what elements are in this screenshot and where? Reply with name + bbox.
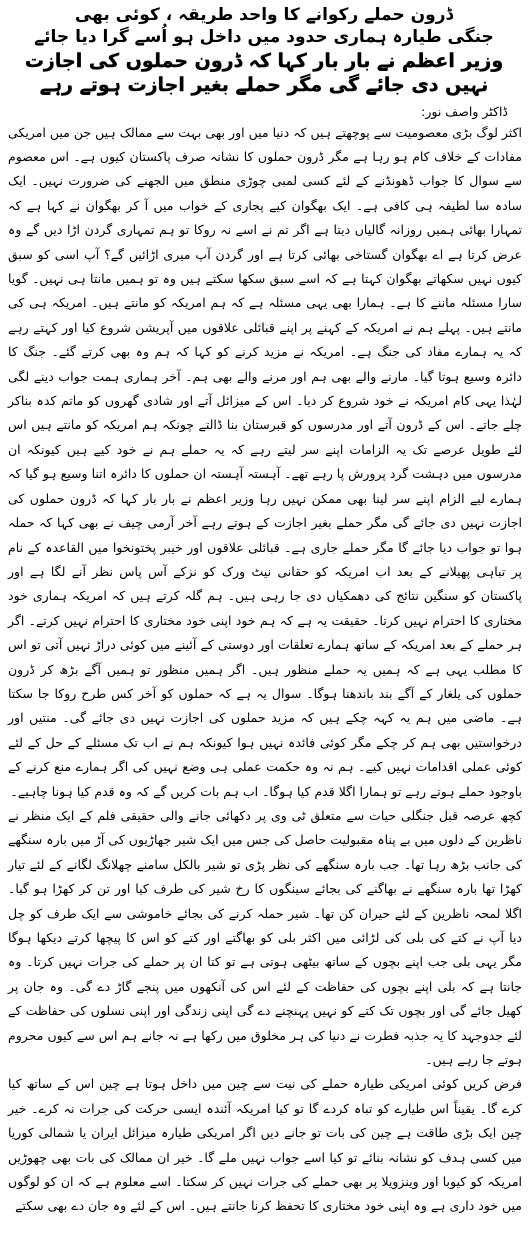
headline-line-1: ڈرون حملے رکوانے کا واحد طریقہ ، کوئی بھی — [74, 5, 454, 25]
article-paragraph-2: کچھ عرصہ قبل جنگلی حیات سے متعلق ٹی وی پر دکھائی جانے والی حقیقی فلم کے ایک منظر نے ناظرین کے دلوں میں بے پناہ مقبولیت حاصل کی جس میں ایک شیر جھاڑیوں کی آڑ میں بارہ سنگھے کی جانب بڑھ رہا تھا۔ جب بارہ سنگھے کی نظر پڑی تو شیر بالکل سامنے چھلانگ لگانے کے لئے تیار کھڑا تھا بارہ سنگھے نے بھاگنے کی بجائے سینگوں کا رخ شیر کی طرف کیا اور تن کر کھڑا ہو گیا۔ اگلا لمحہ ناظرین کے لئے حیران کن تھا۔ شیر حملہ کرنے کی بجائے خاموشی سے ایک طرف کو چل دیا آپ نے کتے کی بلی کی لڑائی میں اکثر بلی کو بھاگتے اور کتے کو اس کا پیچھا کرتے دیکھا ہوگا مگر یہی بلی جب اپنے بچوں کے ساتھ بیٹھی ہوتی ہے تو کتا ان پر حملے کی جرات نہیں کرتا۔ وہ جانتا ہے کہ بلی اپنے بچوں کی حفاظت کے لئے اس کی آنکھوں میں پنجے گاڑ دے گی۔ وہ جان پر کھیل جائے گی اور بچوں تک کتے کو نہیں پہنچنے دے گی اپنی زندگی اور اپنی نسلوں کی حفاظت کے لئے جدوجہد کا یہ جذبہ فطرت نے دنیا کی ہر مخلوق میں رکھا ہے نہ جانے ہم اس سے کیوں محروم ہوتے جا رہے ہیں۔ — [8, 807, 522, 1068]
headline-line-4: نہیں دی جائے گی مگر حملے بغیر اجازت ہوتے رہے — [39, 74, 489, 97]
article-paragraph-3: فرض کریں کوئی امریکی طیارہ حملے کی نیت سے چین میں داخل ہوتا ہے چین اس کے ساتھ کیا کرے گا۔ یقیناً اس طیارے کو تباہ کردے گا تو کیا امریکہ آئندہ ایسی حرکت کی جرات نہ کرے۔ خیر چین ایک بڑی طاقت ہے چین کی بات تو جانے دیں اگر امریکی طیارہ میزائل ایران یا شمالی کوریا میں کسی ہدف کو نشانہ بنائے تو کیا اسے جواب نہیں ملے گا۔ خیر ان ممالک کی بات بھی چھوڑیں امریکہ کو کیوبا اور وینزویلا پر بھی حملے کی جرات نہیں کر سکتا۔ اسے معلوم ہے کہ ان کو لوگوں میں خود داری ہے وہ اپنی خود مختاری کا تحفظ کرنا جانتے ہیں۔ اس کے لئے وہ جان دے بھی سکتے — [8, 1076, 522, 1214]
article-paragraph-1: اکثر لوگ بڑی معصومیت سے پوچھتے ہیں کہ دنیا میں اور بھی بہت سے ممالک ہیں جن میں امریکی مفادات کے خلاف کام ہو رہا ہے مگر ڈرون حملوں کا نشانہ صرف پاکستان کیوں ہے۔ اس معصوم سے سوال کا جواب ڈھونڈنے کے لئے کسی لمبی چوڑی منطق میں الجھنے کی ضرورت نہیں۔ ایک سادہ سا لطیفہ ہی کافی ہے۔ ایک بھگوان کیے پجاری کے خواب میں آ کر بھگوان نے کہا ہے کہ تمہارا بھائی ہمیں روزانہ گالیاں دیتا ہے اگر تم نے اسے نہ روکا تو ہم تمہاری گردن اڑا دیں گے وہ عرض کرتا ہے اے بھگوان گستاخی بھائی کرتا ہے اور گردن آپ میری اڑائیں گے؟ آپ اسی کو سبق کیوں نہیں سکھاتے بھگوان کہتا ہے کہ اسے سبق سکھا سکتے ہیں وہ تو ہمیں مانتا ہی نہیں۔ گویا سارا مسئلہ ماننے کا ہے۔ ہمارا بھی یہی مسئلہ ہے کہ ہم امریکہ کو مانتے ہیں۔ امریکہ ہی کی مانتے ہیں۔ پہلے ہم نے امریکہ کے کہنے پر اپنے قبائلی علاقوں میں آپریشن شروع کیا اور کہتے رہے کہ یہ ہمارے مفاد کی جنگ ہے۔ امریکہ نے مزید کرنے کو کہا کہ ہم وہ بھی کرتے گئے۔ جنگ کا دائرہ وسیع ہوتا گیا۔ مارنے والے بھی ہم اور مرنے والے بھی ہم۔ آخر ہماری ہمت جواب دینے لگی لہٰذا یہی کام امریکہ نے خود شروع کر دیا۔ اس کے میزائل آتے اور شادی گھروں کو ماتم کدہ بناکر چلے جاتے۔ اس کے ڈرون آتے اور مدرسوں کو قبرستان بنا ڈالتے چونکہ ہم امریکہ کو مانتے ہیں اس لئے طویل عرصے تک یہ الزامات اپنے سر لیتے رہے کہ یہ حملے ہم نے خود کیے ہیں کیونکہ ان مدرسوں میں دہشت گرد پرورش پا رہے تھے۔ آہستہ آہستہ ان حملوں کا دائرہ اتنا وسیع ہو گیا کہ ہمارے لیے الزام اپنے سر لینا بھی ممکن نہیں رہا وزیر اعظم نے بار بار کہا کہ ڈرون حملوں کی اجازت نہیں دی جائے گی مگر حملے بغیر اجازت کے ہوتے رہے آخر آرمی چیف نے بھی کہا کہ حملہ ہوا تو جواب دیا جائے گا مگر حملے جاری ہے۔ قبائلی علاقوں اور خیبر پختونخوا میں القاعدہ کے نام پر تباہی پھیلانے کے بعد اب امریکہ کو حقانی نیٹ ورک کو نزکے آس پاس نظر آنے لگا ہے اور پاکستان کو سنگین نتائج کی دھمکیاں دی جا رہی ہیں۔ ہم گلہ کرتے ہیں کہ امریکہ ہماری خود مختاری کا احترام نہیں کرتا۔ حقیقت یہ ہے کہ ہم خود اپنی خود مختاری کا احترام نہیں کرتے۔ اگر ہر حملے کے بعد امریکہ کے ساتھ ہمارے تعلقات اور دوستی کے آئینے میں کوئی دراڑ نہیں آتی تو اس کا مطلب یہی ہے کہ ہمیں یہ حملے منظور ہیں۔ اگر ہمیں منظور تو ہمیں آگے بڑھ کر ڈرون حملوں کی یلغار کے آگے بند باندھنا ہوگا۔ سوال یہ ہے کہ حملوں کو آخر کس طرح روکا جا سکتا ہے۔ ماضی میں ہم یہ کہہ چکے ہیں کہ مزید حملوں کی اجازت نہیں دی جائے گی۔ منتیں اور درخواستیں بھی ہم کر چکے مگر کوئی فائدہ نہیں ہوا کیونکہ ہم نے اب تک مسئلے کے حل کے لئے کوئی عملی اقدامات نہیں کیے۔ ہم نہ وہ حکمت عملی ہی وضع نہیں کی اگر ہمارے منع کرنے کے باوجود حملے ہوتے رہے تو ہمارا اگلا قدم کیا ہوگا۔ اب ہم بات کریں گے کہ وہ قدم کیا ہونا چاہیے۔ — [8, 124, 522, 799]
headline-line-2: جنگی طیارہ ہماری حدود میں داخل ہو اُسے گرا دیا جائے — [34, 27, 494, 48]
byline: ڈاکٹر واصف نور: — [421, 103, 508, 119]
headline-line-3: وزیر اعظم نے بار بار کہا کہ ڈرون حملوں کی اجازت — [24, 50, 504, 73]
